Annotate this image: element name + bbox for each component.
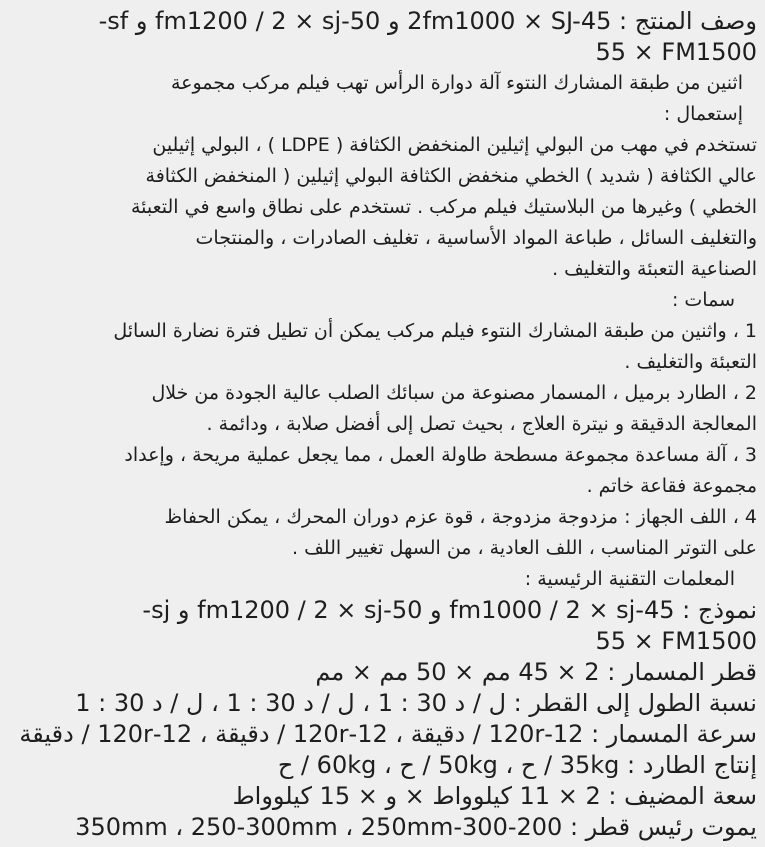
usage-heading: إستعمال : bbox=[663, 103, 743, 125]
extruder-output-spec: إنتاج الطارد : 35kg / ح ، 50kg / ح ، 60kg / ح bbox=[277, 751, 757, 779]
technical-parameters-heading: المعلمات التقنية الرئيسية : bbox=[524, 568, 735, 590]
usage-text-line-1: تستخدم في مهب من البولي إثيلين المنخفض الكثافة ( LDPE ) ، البولي إثيلين bbox=[152, 134, 757, 156]
feature-2-line-2: المعالجة الدقيقة و نيترة العلاج ، بحيث تصل إلى أفضل صلابة ، ودائمة . bbox=[206, 413, 757, 435]
feature-3-line-1: 3 ، آلة مساعدة مجموعة مسطحة طاولة العمل ، مما يجعل عملية مريحة ، وإعداد bbox=[124, 444, 757, 466]
host-capacity-spec: سعة المضيف : 2 × 11 كيلوواط × و × 15 كيلوواط bbox=[232, 782, 757, 810]
model-spec-cont: 55 × FM1500 bbox=[595, 627, 757, 655]
product-description-heading-cont: 55 × FM1500 bbox=[595, 38, 757, 66]
feature-4-line-1: 4 ، اللف الجهاز : مزدوجة مزدوجة ، قوة عزم دوران المحرك ، يمكن الحفاظ bbox=[164, 506, 757, 528]
usage-text-line-3: الخطي ) وغيرها من البلاستيك فيلم مركب . تستخدم على نطاق واسع في التعبئة bbox=[130, 196, 757, 218]
product-summary: اثنين من طبقة المشارك النتوء آلة دوارة الرأس تهب فيلم مركب مجموعة bbox=[170, 72, 743, 94]
feature-2-line-1: 2 ، الطارد برميل ، المسمار مصنوعة من سبائك الصلب عالية الجودة من خلال bbox=[151, 382, 757, 404]
features-heading: سمات : bbox=[671, 289, 735, 311]
usage-text-line-2: عالي الكثافة ( شديد ) الخطي منخفض الكثافة البولي إثيلين ( المنخفض الكثافة bbox=[145, 165, 757, 187]
die-head-diameter-spec: يموت رئيس قطر : 200-300-350mm ، 250-300mm ، 250mm bbox=[75, 813, 757, 841]
feature-1-line-2: التعبئة والتغليف . bbox=[624, 351, 757, 373]
feature-4-line-2: على التوتر المناسب ، اللف العادية ، من السهل تغيير اللف . bbox=[292, 537, 757, 559]
usage-text-line-5: الصناعية التعبئة والتغليف . bbox=[552, 258, 757, 280]
screw-diameter-spec: قطر المسمار : 2 × 45 مم × 50 مم × مم bbox=[315, 658, 757, 686]
length-diameter-ratio-spec: نسبة الطول إلى القطر : ل / د 30 : 1 ، ل / د 30 : 1 ، ل / د 30 : 1 bbox=[75, 689, 757, 717]
feature-3-line-2: مجموعة فقاعة خاتم . bbox=[586, 475, 757, 497]
model-spec: نموذج : fm1000 / 2 × sj-45 و fm1200 / 2 × sj-50 و sj- bbox=[142, 596, 757, 624]
feature-1-line-1: 1 ، واثنين من طبقة المشارك النتوء فيلم مركب يمكن أن تطيل فترة نضارة السائل bbox=[113, 320, 757, 342]
product-description-heading: وصف المنتج : 2fm1000 × SJ-45 و fm1200 / 2 × sj-50 و sf- bbox=[98, 7, 757, 35]
screw-speed-spec: سرعة المسمار : 12-120r / دقيقة ، 12-120r / دقيقة ، 12-120r / دقيقة bbox=[19, 720, 757, 748]
usage-text-line-4: والتغليف السائل ، طباعة المواد الأساسية ، تغليف الصادرات ، والمنتجات bbox=[195, 227, 757, 249]
